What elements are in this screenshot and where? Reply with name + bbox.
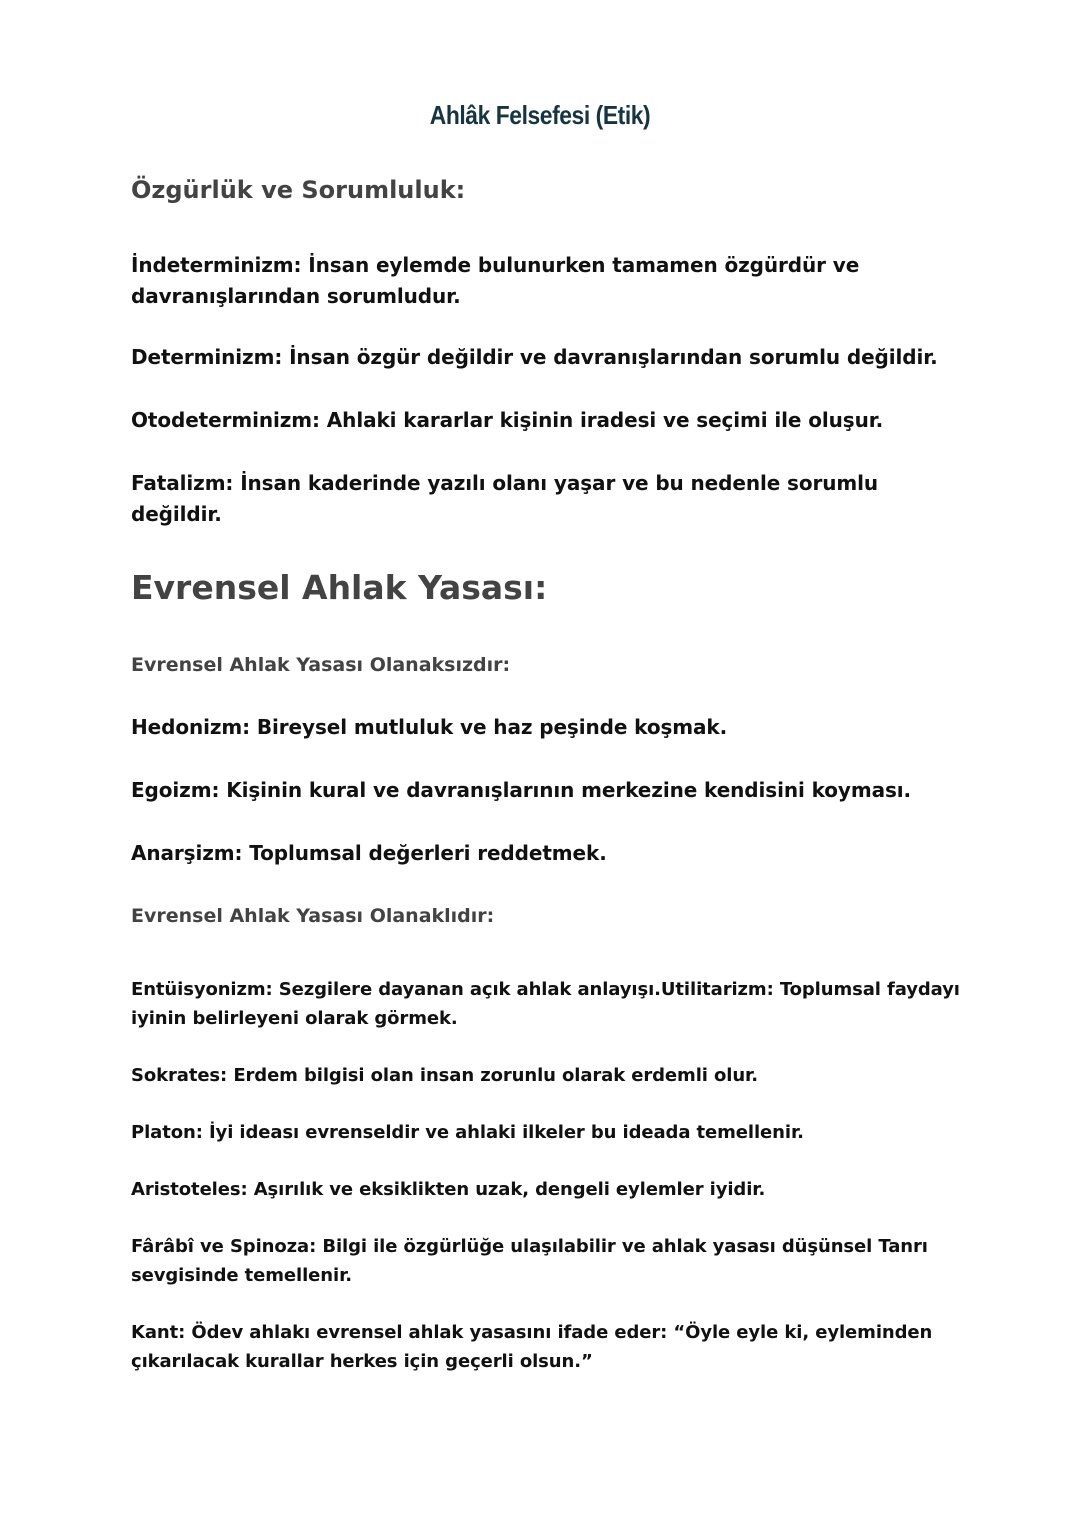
paragraph-indeterminizm: İndeterminizm: İnsan eylemde bulunurken tamamen özgürdür ve davranışlarından sorumludur.	[131, 253, 860, 308]
paragraph-anarsizm: Anarşizm: Toplumsal değerleri reddetmek.	[131, 841, 607, 865]
document-title: Ahlâk Felsefesi (Etik)	[429, 100, 651, 130]
section-heading-evrensel: Evrensel Ahlak Yasası:	[131, 568, 548, 607]
paragraph-kant: Kant: Ödev ahlakı evrensel ahlak yasasını ifade eder: “Öyle eyle ki, eyleminden çıkarılacak kurallar herkes için geçerli olsun.”	[131, 1322, 933, 1372]
paragraph-egoizm: Egoizm: Kişinin kural ve davranışlarının merkezine kendisini koyması.	[131, 778, 912, 802]
paragraph-fatalizm: Fatalizm: İnsan kaderinde yazılı olanı yaşar ve bu nedenle sorumlu değildir.	[131, 471, 879, 526]
section-heading-ozgurluk: Özgürlük ve Sorumluluk:	[131, 176, 466, 204]
paragraph-aristoteles: Aristoteles: Aşırılık ve eksiklikten uzak, dengeli eylemler iyidir.	[131, 1179, 766, 1200]
subheading-olanaksizdir: Evrensel Ahlak Yasası Olanaksızdır:	[131, 654, 511, 676]
paragraph-determinizm: Determinizm: İnsan özgür değildir ve davranışlarından sorumlu değildir.	[131, 345, 938, 369]
paragraph-farabi-spinoza: Fârâbî ve Spinoza: Bilgi ile özgürlüğe ulaşılabilir ve ahlak yasası düşünsel Tanrı sevgisinde temellenir.	[131, 1236, 928, 1286]
paragraph-otodeterminizm: Otodeterminizm: Ahlaki kararlar kişinin iradesi ve seçimi ile oluşur.	[131, 408, 884, 432]
paragraph-hedonizm: Hedonizm: Bireysel mutluluk ve haz peşinde koşmak.	[131, 715, 728, 739]
paragraph-sokrates: Sokrates: Erdem bilgisi olan insan zorunlu olarak erdemli olur.	[131, 1065, 759, 1086]
paragraph-entuisyonizm: Entüisyonizm: Sezgilere dayanan açık ahlak anlayışı.Utilitarizm: Toplumsal faydayı iyinin belirleyeni olarak görmek.	[131, 979, 960, 1029]
paragraph-platon: Platon: İyi ideası evrenseldir ve ahlaki ilkeler bu ideada temellenir.	[131, 1122, 804, 1143]
subheading-olanaklidir: Evrensel Ahlak Yasası Olanaklıdır:	[131, 905, 495, 927]
